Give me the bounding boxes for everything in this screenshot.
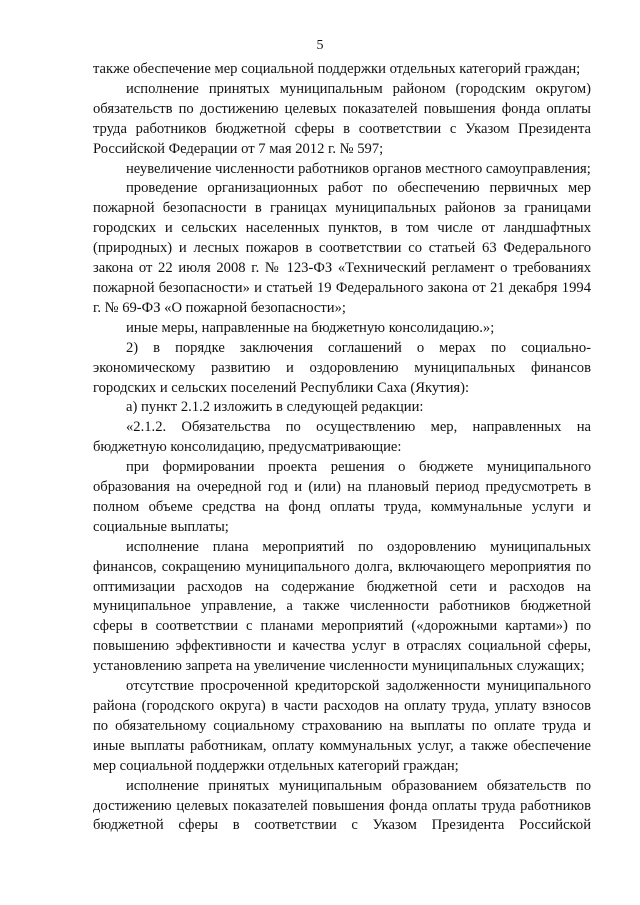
paragraph: исполнение плана мероприятий по оздоровлению муниципальных финансов, сокращению муниципального долга, включающего мероприятия по оптимизации расходов на содержание бюджетной сети и расходов на муниципальное управление, а также численности работников бюджетной сферы в соответствии с планами мероприятий («дорожными картами») по повышению эффективности и качества услуг в отраслях социальной сферы, установлению запрета на увеличение численности муниципальных служащих; [93, 538, 591, 675]
paragraph: также обеспечение мер социальной поддержки отдельных категорий граждан; [93, 61, 581, 77]
paragraph: исполнение принятых муниципальным районом (городским округом) обязательств по достижению целевых показателей повышения фонда оплаты труда работников бюджетной сферы в соответствии с Указом Президента Российской Федерации от 7 мая 2012 г. № 597; [93, 80, 591, 157]
paragraph: неувеличение численности работников органов местного самоуправления; [126, 160, 591, 177]
paragraph: проведение организационных работ по обеспечению первичных мер пожарной безопасности в границах муниципальных районов за границами городских и сельских населенных пунктов, в том числе от ландшафтных (природных) и лесных пожаров в соответствии со статьей 63 Федерального закона от 22 июля 2008 г. № 123-ФЗ «Технический регламент о требованиях пожарной безопасности» и статьей 19 Федерального закона от 21 декабря 1994 г. № 69-ФЗ «О пожарной безопасности»; [93, 180, 591, 316]
paragraph: 2) в порядке заключения соглашений о мерах по социально-экономическому развитию и оздоровлению муниципальных финансов городских и сельских поселений Республики Саха (Якутия): [93, 339, 591, 396]
document-body [93, 60, 591, 836]
page-number: 5 [316, 38, 324, 53]
paragraph: а) пункт 2.1.2 изложить в следующей редакции: [126, 399, 424, 416]
paragraph: исполнение принятых муниципальным образованием обязательств по достижению целевых показателей повышения фонда оплаты труда работников бюджетной сферы в соответствии с Указом Президента Российской [93, 777, 591, 834]
paragraph: при формировании проекта решения о бюджете муниципального образования на очередной год и (или) на плановый период предусмотреть в полном объеме средства на фонд оплаты труда, коммунальные услуги и социальные выплаты; [93, 459, 591, 535]
paragraph: «2.1.2. Обязательства по осуществлению мер, направленных на бюджетную консолидацию, предусматривающие: [93, 419, 591, 456]
paragraph: отсутствие просроченной кредиторской задолженности муниципального района (городского округа) в части расходов на оплату труда, уплату взносов по обязательному социальному страхованию на выплаты по оплате труда и иные выплаты работникам, оплату коммунальных услуг, а также обеспечение мер социальной поддержки отдельных категорий граждан; [93, 678, 591, 774]
paragraph: иные меры, направленные на бюджетную консолидацию.»; [126, 319, 495, 336]
